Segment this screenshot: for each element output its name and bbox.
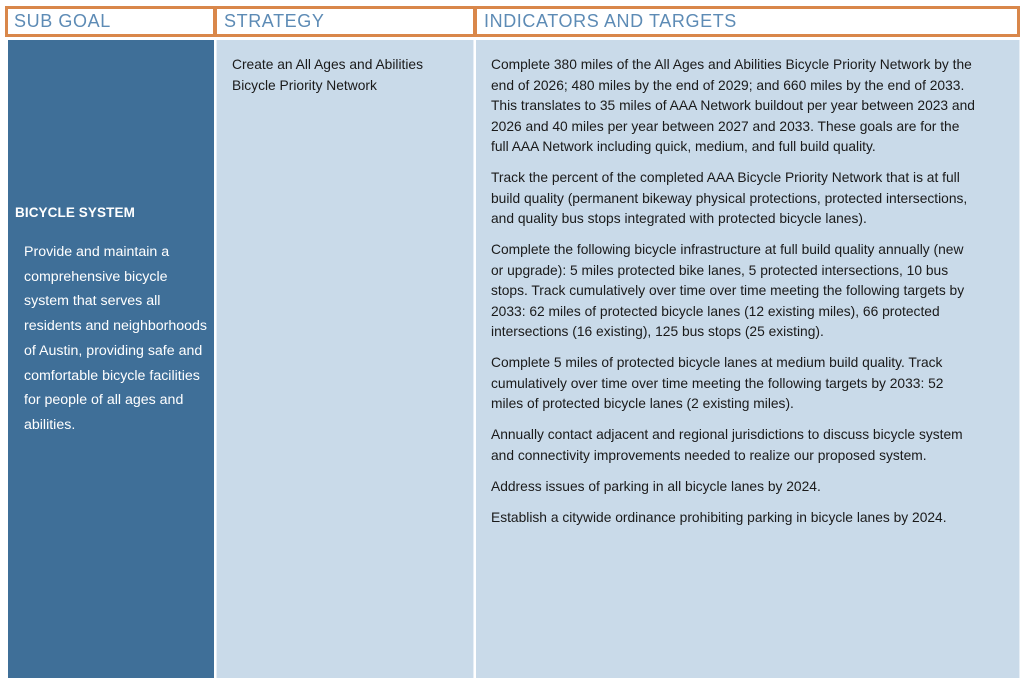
strategy-text: Create an All Ages and Abilities Bicycle Priority Network <box>232 57 423 93</box>
indicator-item: Complete 5 miles of protected bicycle lanes at medium build quality. Track cumulatively over time over time meeting the following targets by 2033: 52 miles of protected bicycle lanes (2 existing miles). <box>491 355 944 411</box>
indicator-item: Annually contact adjacent and regional jurisdictions to discuss bicycle system and connectivity improvements needed to realize our proposed system. <box>491 427 963 463</box>
sub-goal-title: BICYCLE SYSTEM <box>15 205 135 220</box>
strategy-cell <box>216 40 474 678</box>
header-sub-goal: SUB GOAL <box>5 6 216 37</box>
sub-goal-description: Provide and maintain a comprehensive bicycle system that serves all residents and neighborhoods of Austin, providing safe and comfortable bicycle facilities for people of all ages and abilities. <box>24 244 207 433</box>
indicator-item: Complete the following bicycle infrastructure at full build quality annually (new or upgrade): 5 miles protected bike lanes, 5 protected intersections, 10 bus stops. Track cumulatively over time over time meeting the following targets by 2033: 62 miles of protected bicycle lanes (12 existing miles), 66 protected intersections (16 existing), 125 bus stops (25 existing). <box>491 242 965 339</box>
sub-goal-cell <box>8 40 214 678</box>
indicator-item: Track the percent of the completed AAA Bicycle Priority Network that is at full build quality (permanent bikeway physical protections, protected intersections, and quality bus stops integrated with protected bicycle lanes). <box>491 170 968 226</box>
header-strategy: STRATEGY <box>214 6 476 37</box>
indicators-cell <box>476 40 1020 678</box>
indicator-item: Complete 380 miles of the All Ages and Abilities Bicycle Priority Network by the end of 2026; 480 miles by the end of 2029; and 660 miles by the end of 2033. This translates to 35 miles of AAA Network buildout per year between 2023 and 2026 and 40 miles per year between 2027 and 2033. These goals are for the full AAA Network including quick, medium, and full build quality. <box>491 57 975 154</box>
indicator-item: Address issues of parking in all bicycle lanes by 2024. <box>491 478 821 494</box>
indicator-item: Establish a citywide ordinance prohibiting parking in bicycle lanes by 2024. <box>491 509 947 525</box>
header-indicators-targets: INDICATORS AND TARGETS <box>474 6 1020 37</box>
